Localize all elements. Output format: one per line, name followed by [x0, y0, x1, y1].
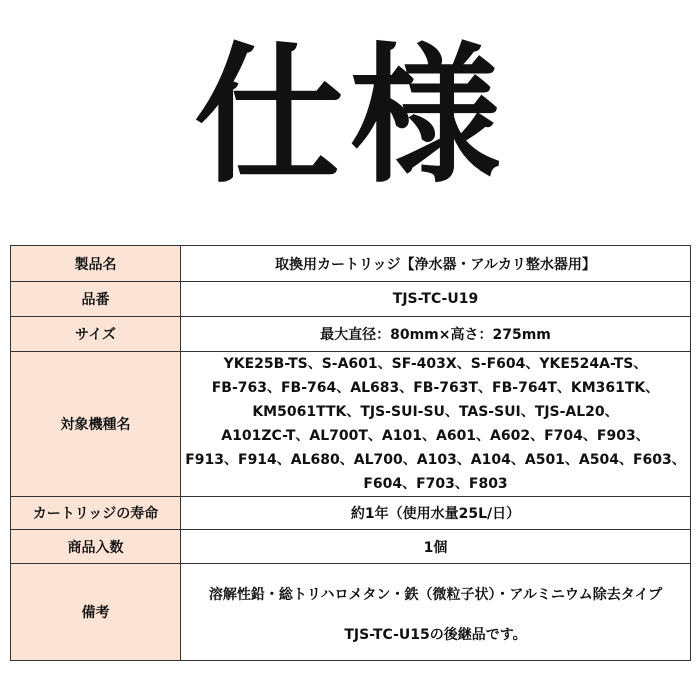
page-title: 仕様 — [193, 30, 506, 204]
models-line: YKE25B-TS、S-A601、SF-403X、S-F604、YKE524A-TS、 — [223, 356, 648, 372]
product-name-label: 製品名 — [11, 246, 181, 282]
table-row-quantity — [11, 530, 691, 564]
size-label: サイズ — [11, 317, 181, 352]
notes-value — [181, 564, 691, 661]
lifespan-value: 約1年（使用水量25L/日） — [181, 497, 691, 530]
product-name-value: 取換用カートリッジ【浄水器・アルカリ整水器用】 — [181, 246, 691, 282]
part-number-value: TJS-TC-U19 — [181, 282, 691, 317]
quantity-value: 1個 — [181, 530, 691, 564]
size-value: 最大直径：80mm×高さ：275mm — [181, 317, 691, 352]
notes-line-successor: TJS-TC-U15の後継品です。 — [344, 627, 527, 643]
notes-label: 備考 — [11, 564, 181, 661]
lifespan-label: カートリッジの寿命 — [11, 497, 181, 530]
table-row-part-number — [11, 282, 691, 317]
part-number-label: 品番 — [11, 282, 181, 317]
spec-table — [10, 245, 691, 661]
notes-line-removal: 溶解性鉛・総トリハロメタン・鉄（微粒子状）・アルミニウム除去タイプ — [208, 587, 663, 603]
models-line: KM5061TTK、TJS-SUI-SU、TAS-SUI、TJS-AL20、 — [252, 404, 619, 420]
table-row-size — [11, 317, 691, 352]
models-line: FB-763、FB-764、AL683、FB-763T、FB-764T、KM361TK、 — [211, 380, 660, 396]
models-label: 対象機種名 — [11, 352, 181, 497]
models-line: F604、F703、F803 — [363, 476, 508, 492]
models-line: A101ZC-T、AL700T、A101、A601、A602、F704、F903、 — [221, 428, 650, 444]
models-line: F913、F914、AL680、AL700、A103、A104、A501、A504、F603、 — [185, 452, 686, 468]
models-value — [181, 352, 691, 497]
table-row-notes — [11, 564, 691, 661]
table-row-product-name — [11, 246, 691, 282]
table-row-lifespan — [11, 497, 691, 530]
quantity-label: 商品入数 — [11, 530, 181, 564]
table-row-models — [11, 352, 691, 497]
